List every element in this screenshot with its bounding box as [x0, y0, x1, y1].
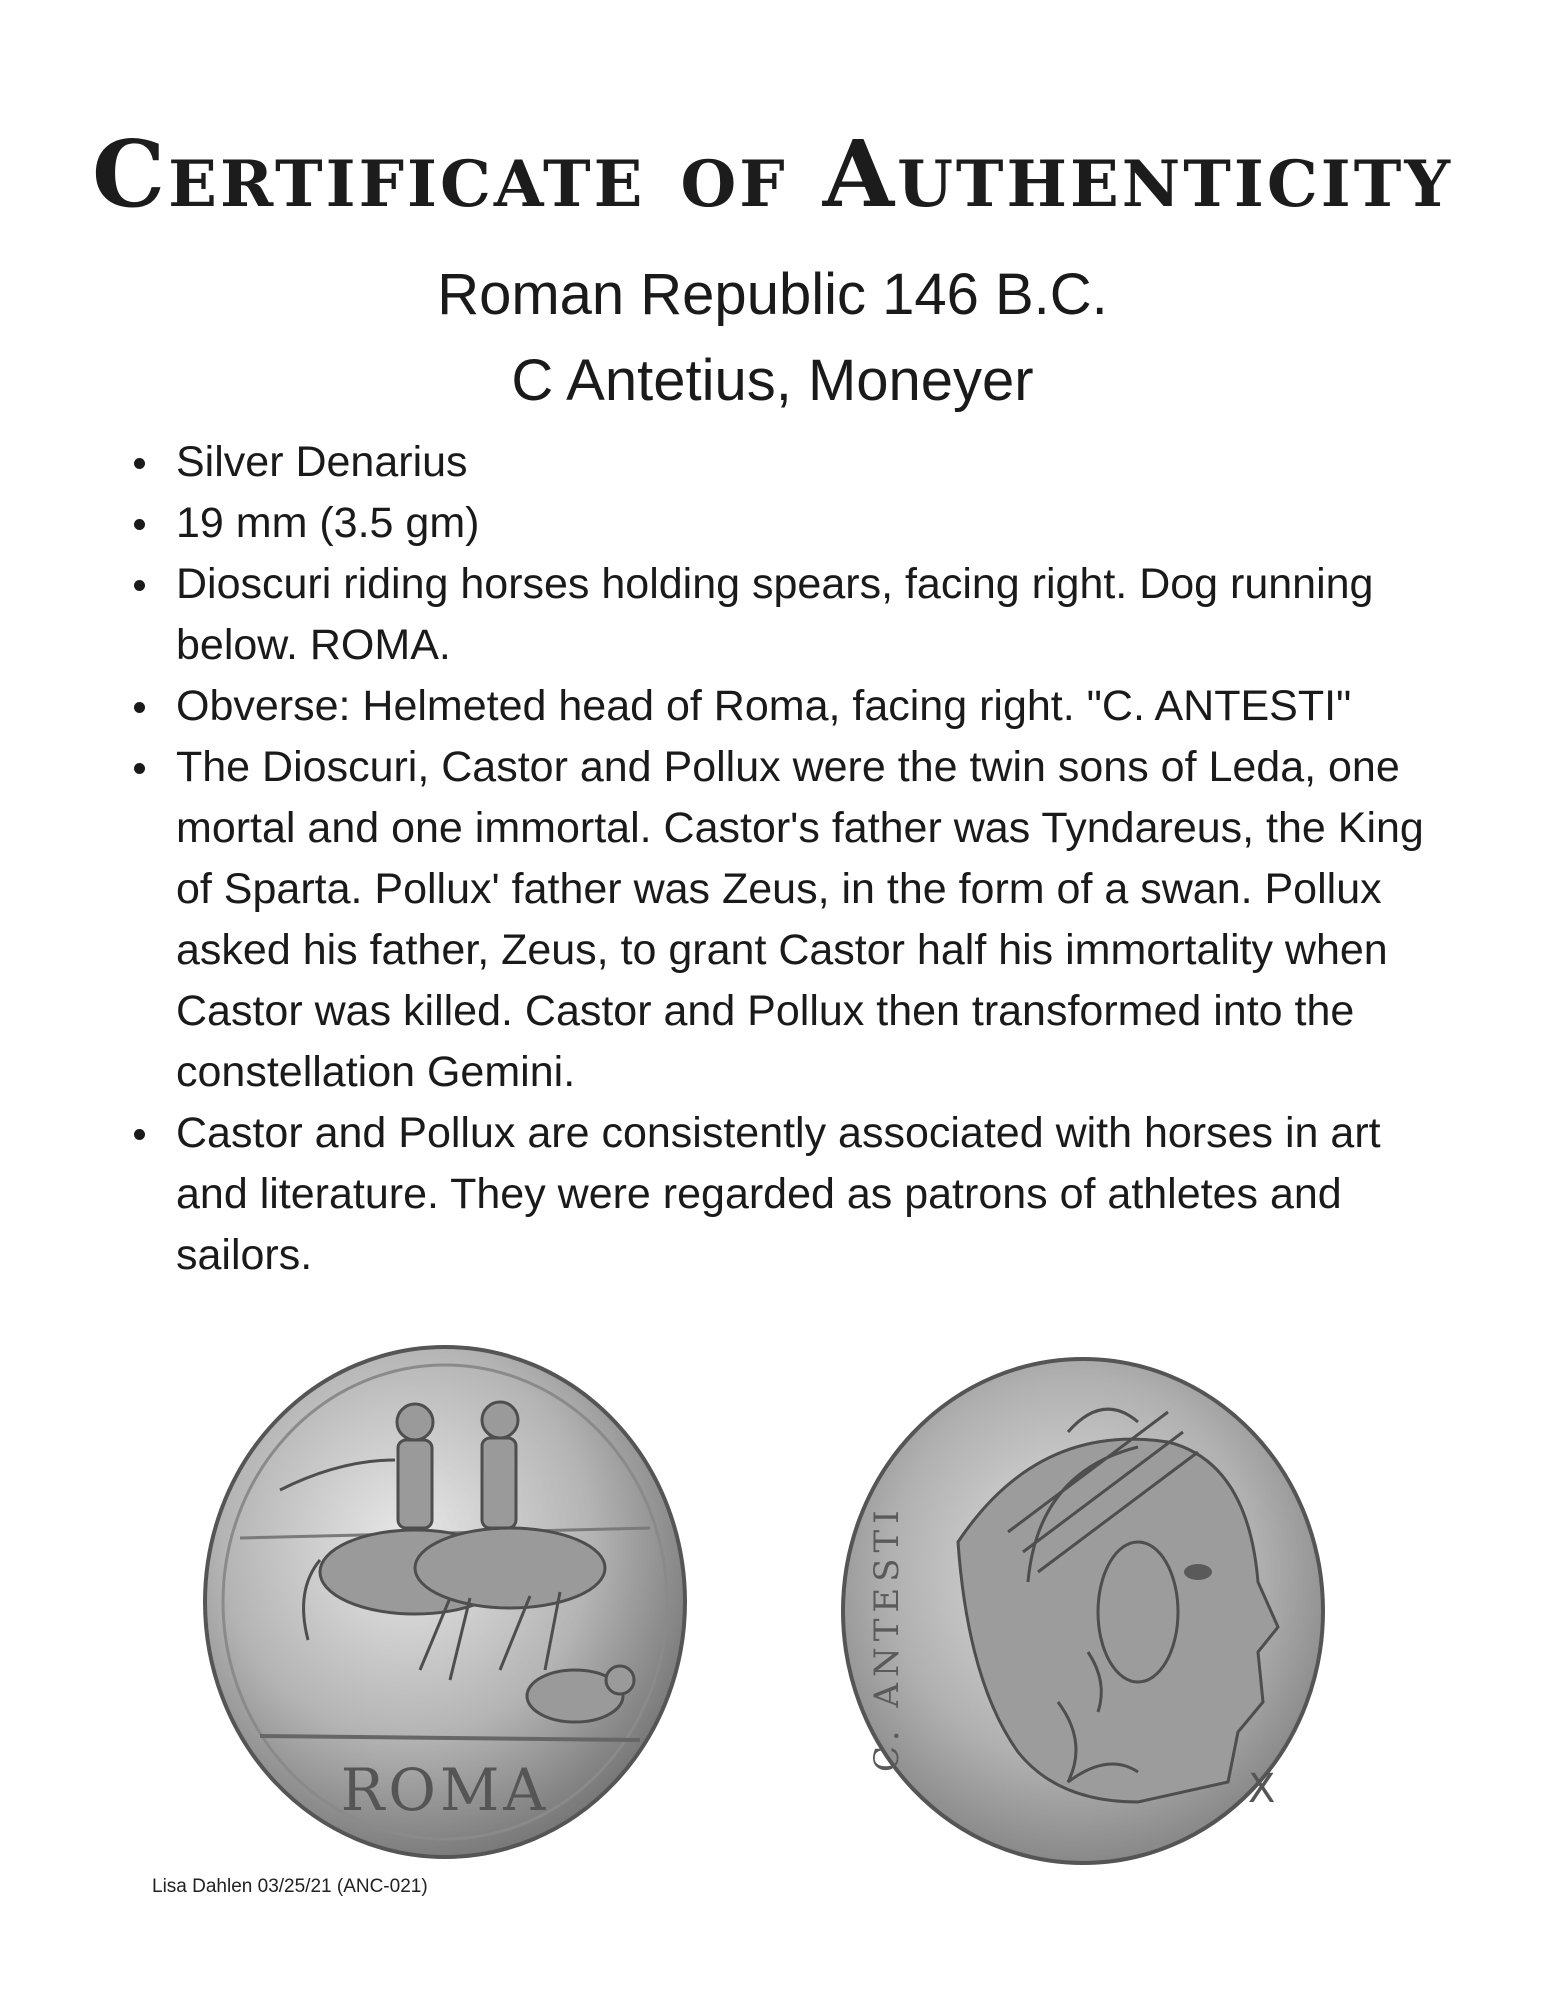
detail-item: [118, 432, 1448, 493]
bullet-icon: [134, 763, 145, 774]
detail-text: Silver Denarius: [176, 438, 468, 486]
detail-text: Obverse: Helmeted head of Roma, facing right. "C. ANTESTI": [176, 682, 1352, 730]
coin-reverse-image: [200, 1340, 690, 1860]
detail-item: [118, 1103, 1448, 1286]
signature-footer: Lisa Dahlen 03/25/21 (ANC-021): [152, 1876, 428, 1897]
detail-item: [118, 493, 1448, 554]
detail-text: Dioscuri riding horses holding spears, facing right. Dog running below. ROMA.: [176, 560, 1374, 669]
svg-text:X: X: [1248, 1766, 1276, 1812]
detail-text: 19 mm (3.5 gm): [176, 499, 480, 547]
bullet-icon: [134, 458, 145, 469]
certificate-title: Certificate of Authenticity: [91, 120, 1454, 228]
bullet-icon: [134, 580, 145, 591]
certificate-subtitle-period: Roman Republic 146 B.C.: [437, 262, 1108, 327]
bullet-icon: [134, 1129, 145, 1140]
detail-item: [118, 676, 1448, 737]
coin-obverse-legend: C. ANTESTI: [867, 1504, 907, 1772]
detail-text: Castor and Pollux are consistently associated with horses in art and literature. They were regarded as patrons of athletes and sailors.: [176, 1109, 1381, 1279]
detail-list: [118, 432, 1448, 1286]
detail-item: [118, 737, 1448, 1103]
coin-reverse-legend: ROMA: [340, 1756, 550, 1824]
detail-item: [118, 554, 1448, 676]
bullet-icon: [134, 702, 145, 713]
bullet-icon: [134, 519, 145, 530]
coin-obverse-image: [838, 1352, 1328, 1870]
certificate-subtitle-moneyer: C Antetius, Moneyer: [511, 348, 1034, 413]
detail-text: The Dioscuri, Castor and Pollux were the twin sons of Leda, one mortal and one immortal. Castor's father was Tyndareus, the King of Sparta. Pollux' father was Zeus, in the form of a swan. Pollux asked his father, Zeus, to grant Castor half his immortality when Castor was killed. Castor and Pollux then transformed into the constellation Gemini.: [176, 743, 1424, 1096]
